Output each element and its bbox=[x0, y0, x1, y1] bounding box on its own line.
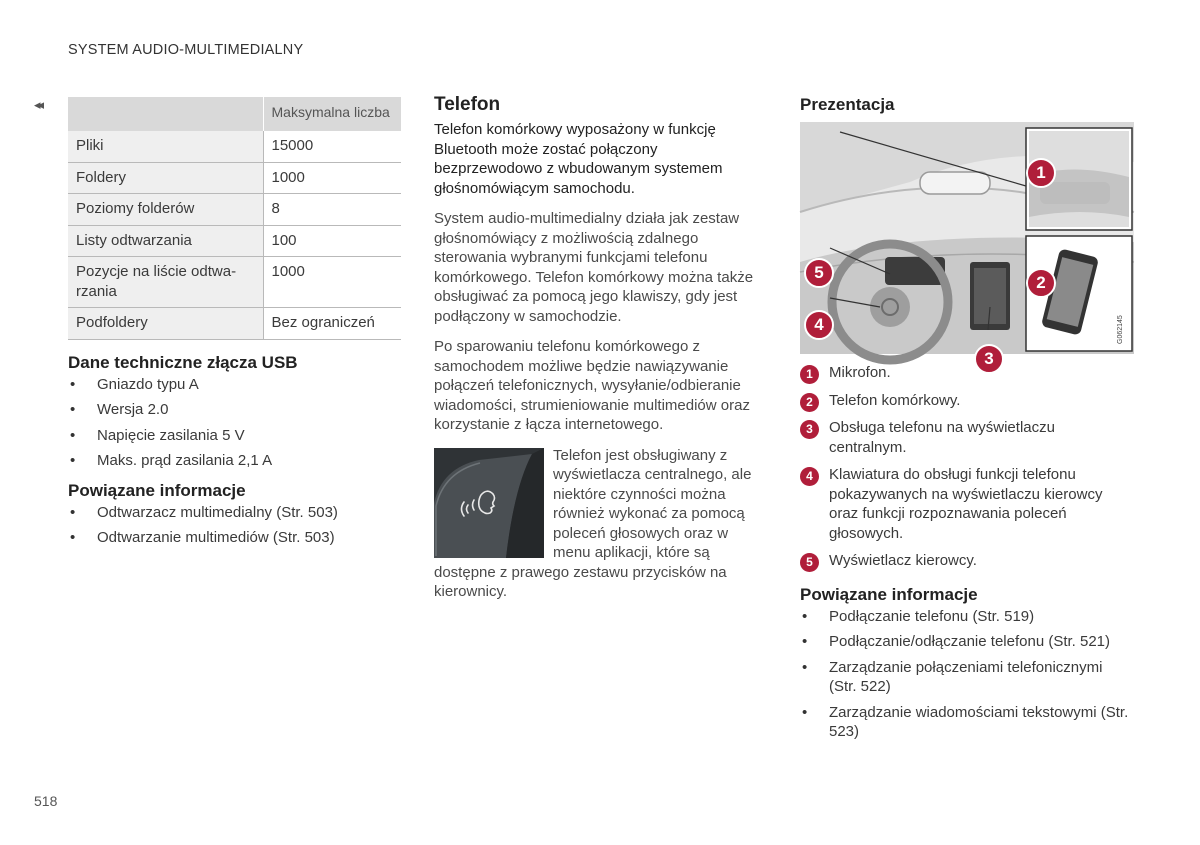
related-info-list bbox=[68, 503, 401, 548]
list-item: • Napięcie zasilania 5 V bbox=[68, 426, 401, 446]
callout-number-badge: 1 bbox=[800, 365, 819, 384]
section-header: SYSTEM AUDIO-MULTIMEDIALNY bbox=[68, 42, 304, 58]
table-header-blank bbox=[68, 97, 263, 131]
callout-text: Telefon komórkowy. bbox=[829, 391, 961, 409]
callout-item bbox=[800, 391, 1134, 411]
usb-spec-table bbox=[68, 97, 401, 340]
presentation-heading: Prezentacja bbox=[800, 95, 895, 114]
steering-button-block bbox=[434, 446, 766, 602]
page-number: 518 bbox=[34, 793, 58, 809]
related-info-list bbox=[800, 607, 1134, 742]
phone-paragraph: System audio-multimedialny działa jak zestaw głośnomówiący z możliwością zdalnego sterowania wybranymi funkcjami telefonu komórkowego. Telefon komórkowy można także obsługiwać za pomocą jego klawiszy, gdy jest podłączony w samochodzie. bbox=[434, 210, 754, 325]
list-item: • Wersja 2.0 bbox=[68, 400, 401, 420]
table-cell-label: Pozycje na liście odtwa- rzania bbox=[68, 257, 263, 308]
callout-badge-1: 1 bbox=[1026, 158, 1056, 188]
back-arrows-icon[interactable]: ◂◂ bbox=[34, 97, 42, 112]
callout-item bbox=[800, 418, 1134, 457]
table-cell-label: Listy odtwarzania bbox=[68, 225, 263, 257]
steering-voice-button-icon bbox=[434, 448, 544, 558]
callout-number-badge: 4 bbox=[800, 467, 819, 486]
callout-badge-5: 5 bbox=[804, 258, 834, 288]
related-link[interactable]: • Odtwarzacz multimedialny (Str. 503) bbox=[68, 503, 401, 523]
table-row bbox=[68, 131, 401, 162]
related-link[interactable]: • Podłączanie/odłączanie telefonu (Str. 521) bbox=[800, 632, 1134, 652]
phone-paragraph: Telefon jest obsługiwany z wyświetlacza centralnego, ale niektóre czynności można również wykonać za pomocą poleceń głosowych oraz w menu aplikacji, które są dostępne z prawego zestawu przycisków na kierownicy. bbox=[434, 446, 752, 600]
right-column bbox=[800, 94, 1134, 748]
image-code: G062145 bbox=[1117, 315, 1124, 344]
usb-specs-list bbox=[68, 375, 401, 471]
callout-list bbox=[800, 363, 1134, 571]
list-item: • Maks. prąd zasilania 2,1 A bbox=[68, 451, 401, 471]
callout-text: Obsługa telefonu na wyświetlaczu centralnym. bbox=[829, 419, 1055, 456]
callout-item bbox=[800, 465, 1134, 543]
table-row bbox=[68, 257, 401, 308]
callout-text: Mikrofon. bbox=[829, 364, 891, 381]
table-row bbox=[68, 225, 401, 257]
dashboard-drawing-icon bbox=[800, 122, 1134, 354]
table-row bbox=[68, 308, 401, 340]
left-column bbox=[68, 97, 401, 554]
table-cell-value: Bez ograniczeń bbox=[263, 308, 401, 340]
phone-heading: Telefon bbox=[434, 94, 501, 115]
related-link[interactable]: • Podłączanie telefonu (Str. 519) bbox=[800, 607, 1134, 627]
related-link[interactable]: • Odtwarzanie multimediów (Str. 503) bbox=[68, 528, 401, 548]
phone-paragraph: Po sparowaniu telefonu komórkowego z samochodem możliwe będzie nawiązywanie połączeń telefonicznych, wysyłanie/odbieranie wiadomości, strumieniowanie multimediów oraz korzystanie z łącza internetowego. bbox=[434, 338, 750, 433]
table-header-max-count: Maksymalna liczba bbox=[263, 97, 401, 131]
callout-item bbox=[800, 363, 1134, 383]
table-cell-value: 1000 bbox=[263, 162, 401, 194]
callout-badge-4: 4 bbox=[804, 310, 834, 340]
table-cell-value: 100 bbox=[263, 225, 401, 257]
phone-intro: Telefon komórkowy wyposażony w funkcję Bluetooth może zostać połączony bezprzewodowo z wbudowanym systemem głośnomówiącym samochodu. bbox=[434, 121, 723, 197]
related-link[interactable]: • Zarządzanie wiadomościami tekstowymi (Str. 523) bbox=[800, 703, 1134, 742]
callout-number-badge: 3 bbox=[800, 420, 819, 439]
middle-column bbox=[434, 94, 766, 602]
callout-text: Klawiatura do obsługi funkcji telefonu pokazywanych na wyświetlaczu kierowcy oraz funkcji rozpoznawania poleceń głosowych. bbox=[829, 466, 1103, 542]
related-link[interactable]: • Zarządzanie połączeniami telefonicznymi (Str. 522) bbox=[800, 658, 1134, 697]
callout-text: Wyświetlacz kierowcy. bbox=[829, 552, 977, 569]
table-cell-label: Pliki bbox=[68, 131, 263, 162]
callout-number-badge: 2 bbox=[800, 393, 819, 412]
callout-item bbox=[800, 551, 1134, 571]
table-cell-label: Poziomy folderów bbox=[68, 194, 263, 226]
related-info-heading: Powiązane informacje bbox=[68, 480, 246, 500]
table-cell-value: 1000 bbox=[263, 257, 401, 308]
table-row bbox=[68, 194, 401, 226]
related-info-heading: Powiązane informacje bbox=[800, 584, 978, 604]
callout-badge-3: 3 bbox=[974, 344, 1004, 374]
callout-badge-2: 2 bbox=[1026, 268, 1056, 298]
voice-button-image bbox=[434, 448, 544, 558]
table-cell-value: 15000 bbox=[263, 131, 401, 162]
table-header-row bbox=[68, 97, 401, 131]
usb-specs-heading: Dane techniczne złącza USB bbox=[68, 352, 298, 372]
table-cell-label: Podfoldery bbox=[68, 308, 263, 340]
table-row bbox=[68, 162, 401, 194]
list-item: • Gniazdo typu A bbox=[68, 375, 401, 395]
callout-number-badge: 5 bbox=[800, 553, 819, 572]
table-cell-value: 8 bbox=[263, 194, 401, 226]
dashboard-illustration bbox=[800, 122, 1134, 368]
table-cell-label: Foldery bbox=[68, 162, 263, 194]
